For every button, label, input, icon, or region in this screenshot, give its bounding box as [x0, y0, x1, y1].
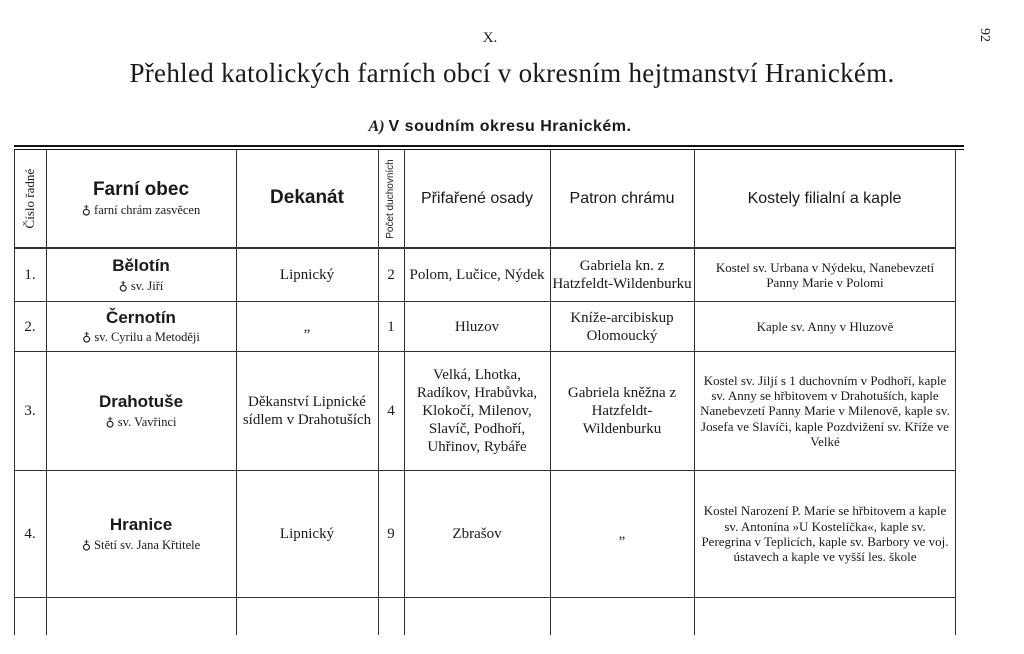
clergy-count-text: 1: [387, 318, 395, 335]
patron-cell: [552, 471, 692, 597]
deanery-cell: [236, 249, 378, 301]
churches-text: Kostel Narození P. Marie se hřbitovem a kaple sv. Antonína »U Kostelíčka«, kaple sv. Peregrina v Teplicích, kaple sv. Barbory ve voj. ústavech a kaple ve vyšší les. škole: [701, 503, 949, 565]
settlements-cell: [406, 471, 548, 597]
header-kostely: [694, 150, 955, 247]
header-patron: [550, 150, 694, 247]
col-divider: [955, 150, 956, 635]
deanery-cell: [236, 471, 378, 597]
subtitle-prefix: A): [368, 118, 385, 135]
churches-cell: [700, 471, 950, 597]
header-osady-label: Přifařené osady: [420, 189, 534, 207]
row-number: [14, 249, 46, 301]
patron-text: Gabriela kn. z Hatzfeldt-Wildenburku: [552, 258, 692, 292]
patron-text: „: [618, 526, 626, 542]
header-cislo: [14, 150, 46, 247]
deanery-cell: [238, 352, 376, 470]
patron-cell: [552, 249, 692, 301]
deanery-text: Lipnický: [279, 526, 335, 542]
row-number: [14, 471, 46, 597]
clergy-count: [378, 352, 404, 470]
header-cislo-label: Číslo řadné: [22, 168, 38, 229]
row-number-text: 1.: [24, 267, 36, 283]
churches-text: Kostel sv. Urbana v Nýdeku, Nanebevzetí Panny Marie v Polomi: [715, 259, 935, 290]
section-subtitle: [0, 118, 1000, 136]
patron-cell: [552, 302, 692, 351]
top-rule: [14, 145, 964, 147]
header-kostely-label: Kostely filialní a kaple: [747, 189, 902, 207]
clergy-count-text: 9: [387, 526, 395, 542]
churches-text: Kostel sv. Jiljí s 1 duchovním v Podhoří, kaple sv. Anny se hřbitovem v Drahotuších, kaple Nanebevzetí Panny Marie v Milenově, kaple sv. Josefa ve Slavíči, kaple Pozdvižení sv. Kříže ve Velké: [700, 372, 950, 449]
parish-name: Drahotuše: [98, 392, 184, 412]
patron-text: Gabriela kněžna z Hatzfeldt-Wildenburku: [567, 385, 677, 437]
header-patron-label: Patron chrámu: [569, 189, 675, 207]
parish-dedication: ♁ Stětí sv. Jana Křtitele: [81, 537, 201, 552]
churches-cell: [700, 249, 950, 301]
deanery-cell: [236, 302, 378, 351]
row-divider: [14, 597, 956, 598]
clergy-count-text: 4: [387, 403, 395, 419]
header-pocet: [378, 150, 404, 247]
clergy-count-text: 2: [387, 267, 395, 283]
header-farni-obec: [46, 150, 236, 247]
section-number: X.: [482, 30, 498, 46]
deanery-text: „: [303, 318, 311, 335]
clergy-count: [378, 302, 404, 351]
parish-name: Hranice: [109, 515, 173, 535]
clergy-count: [378, 249, 404, 301]
parish-dedication: ♁ sv. Cyrilu a Metoději: [82, 330, 200, 345]
parish-cell: [46, 302, 236, 351]
header-farni-obec-label: Farní obec: [92, 178, 190, 200]
row-number-text: 4.: [24, 526, 36, 542]
parish-name: Černotín: [106, 307, 176, 327]
parish-cell: [46, 352, 236, 470]
settlements-text: Zbrašov: [452, 526, 502, 542]
row-number: [14, 352, 46, 470]
row-number: [14, 302, 46, 351]
deanery-text: Lipnický: [279, 267, 335, 283]
page-title: Přehled katolických farních obcí v okresním hejtmanství Hranickém.: [129, 58, 895, 88]
churches-cell: [700, 352, 950, 470]
churches-cell: [700, 302, 950, 351]
parish-dedication: ♁ sv. Vavřinci: [105, 414, 177, 429]
settlements-cell: [406, 249, 548, 301]
settlements-text: Hluzov: [454, 318, 500, 335]
parish-cell: [46, 471, 236, 597]
row-number-text: 2.: [24, 318, 36, 335]
parish-dedication: ♁ sv. Jiří: [118, 278, 164, 293]
settlements-text: Polom, Lučice, Nýdek: [409, 267, 545, 283]
subtitle-text: V soudním okresu Hranickém.: [388, 118, 632, 135]
header-pocet-label: Počet duchovních: [385, 158, 396, 239]
page-number: 92: [977, 28, 992, 42]
settlements-cell: [406, 302, 548, 351]
patron-text: Kníže-arcibiskup Olomoucký: [570, 309, 674, 344]
parish-cell: [46, 249, 236, 301]
settlements-cell: [406, 352, 548, 470]
churches-text: Kaple sv. Anny v Hluzově: [756, 318, 894, 334]
patron-cell: [554, 352, 690, 470]
parish-name: Bělotín: [112, 256, 170, 276]
header-farni-obec-sub: ♁ farní chrám zasvěcen: [81, 203, 201, 218]
clergy-count: [378, 471, 404, 597]
settlements-text: Velká, Lhotka, Radíkov, Hrabůvka, Klokočí, Milenov, Slavíč, Podhoří, Uhřinov, Rybáře: [416, 367, 538, 455]
row-number-text: 3.: [24, 403, 36, 419]
deanery-text: Děkanství Lipnické sídlem v Drahotuších: [242, 394, 372, 428]
header-dekanat-label: Dekanát: [270, 187, 344, 209]
header-osady: [404, 150, 550, 247]
header-dekanat: [236, 150, 378, 247]
